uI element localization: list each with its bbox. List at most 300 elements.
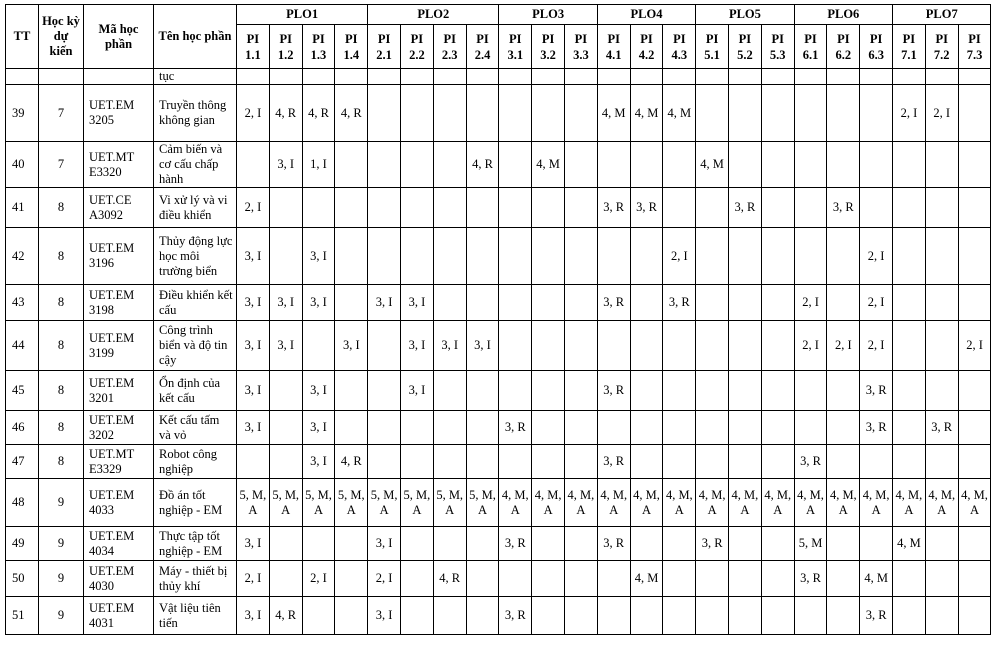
pi-mapping-cell xyxy=(565,561,598,597)
pi-mapping-cell xyxy=(761,228,794,285)
row-number: 39 xyxy=(6,85,39,142)
pi-mapping-cell xyxy=(368,188,401,228)
header-pi: PI 4.2 xyxy=(630,25,663,69)
pi-mapping-cell xyxy=(499,85,532,142)
pi-mapping-cell: 3, I xyxy=(237,321,270,371)
pi-mapping-cell: 2, I xyxy=(925,85,958,142)
table-row xyxy=(6,371,991,411)
pi-mapping-cell xyxy=(827,85,860,142)
table-row xyxy=(6,561,991,597)
pi-mapping-cell xyxy=(925,228,958,285)
pi-mapping-cell: 3, R xyxy=(499,527,532,561)
empty-cell xyxy=(499,69,532,85)
pi-mapping-cell: 4, M, A xyxy=(893,479,926,527)
pi-mapping-cell xyxy=(433,445,466,479)
pi-mapping-cell xyxy=(827,371,860,411)
course-name: Vật liệu tiên tiến xyxy=(154,597,237,635)
pi-mapping-cell xyxy=(597,228,630,285)
pi-mapping-cell: 5, M xyxy=(794,527,827,561)
pi-mapping-cell xyxy=(565,411,598,445)
pi-mapping-cell xyxy=(565,188,598,228)
pi-mapping-cell xyxy=(335,527,368,561)
pi-mapping-cell xyxy=(269,228,302,285)
pi-mapping-cell xyxy=(663,445,696,479)
pi-mapping-cell: 3, I xyxy=(302,228,335,285)
header-plo-1: PLO1 xyxy=(237,5,368,25)
header-pi: PI 2.4 xyxy=(466,25,499,69)
pi-mapping-cell xyxy=(860,142,893,188)
pi-mapping-cell: 4, M, A xyxy=(565,479,598,527)
pi-mapping-cell xyxy=(597,597,630,635)
course-code: UET.EM 4034 xyxy=(84,527,154,561)
table-row xyxy=(6,527,991,561)
pi-mapping-cell xyxy=(565,85,598,142)
pi-mapping-cell: 2, I xyxy=(302,561,335,597)
pi-mapping-cell: 3, I xyxy=(269,142,302,188)
pi-mapping-cell xyxy=(827,411,860,445)
pi-mapping-cell: 4, R xyxy=(433,561,466,597)
course-code: UET.EM 4031 xyxy=(84,597,154,635)
pi-mapping-cell xyxy=(565,142,598,188)
pi-mapping-cell xyxy=(893,321,926,371)
pi-mapping-cell xyxy=(860,527,893,561)
pi-mapping-cell xyxy=(335,285,368,321)
pi-mapping-cell: 3, R xyxy=(794,561,827,597)
pi-mapping-cell xyxy=(761,321,794,371)
course-name: Công trình biển và độ tin cậy xyxy=(154,321,237,371)
pi-mapping-cell xyxy=(696,411,729,445)
pi-mapping-cell xyxy=(565,228,598,285)
pi-mapping-cell: 3, R xyxy=(696,527,729,561)
pi-mapping-cell: 3, I xyxy=(335,321,368,371)
pi-mapping-cell xyxy=(729,85,762,142)
pi-mapping-cell: 4, R xyxy=(302,85,335,142)
table-header xyxy=(6,5,991,69)
pi-mapping-cell xyxy=(794,228,827,285)
pi-mapping-cell xyxy=(893,561,926,597)
table-body xyxy=(6,69,991,635)
empty-cell xyxy=(565,69,598,85)
pi-mapping-cell xyxy=(729,228,762,285)
row-number: 48 xyxy=(6,479,39,527)
pi-mapping-cell xyxy=(302,597,335,635)
pi-mapping-cell xyxy=(696,445,729,479)
pi-mapping-cell: 3, I xyxy=(237,527,270,561)
empty-cell xyxy=(269,69,302,85)
pi-mapping-cell xyxy=(433,597,466,635)
row-number: 41 xyxy=(6,188,39,228)
table-row xyxy=(6,445,991,479)
course-code: UET.EM 3201 xyxy=(84,371,154,411)
pi-mapping-cell xyxy=(729,445,762,479)
pi-mapping-cell: 3, I xyxy=(237,228,270,285)
pi-mapping-cell xyxy=(499,188,532,228)
pi-mapping-cell: 2, I xyxy=(794,285,827,321)
pi-mapping-cell: 3, I xyxy=(269,285,302,321)
pi-mapping-cell xyxy=(893,228,926,285)
pi-mapping-cell: 3, R xyxy=(597,527,630,561)
pi-mapping-cell: 4, M, A xyxy=(729,479,762,527)
pi-mapping-cell xyxy=(269,445,302,479)
header-pi: PI 2.2 xyxy=(401,25,434,69)
row-number: 47 xyxy=(6,445,39,479)
pi-mapping-cell: 4, M, A xyxy=(532,479,565,527)
pi-mapping-cell xyxy=(729,371,762,411)
pi-mapping-cell xyxy=(335,142,368,188)
plo-mapping-table xyxy=(5,4,991,635)
pi-mapping-cell: 4, M xyxy=(663,85,696,142)
pi-mapping-cell xyxy=(401,527,434,561)
pi-mapping-cell: 2, I xyxy=(860,285,893,321)
pi-mapping-cell: 4, M, A xyxy=(827,479,860,527)
empty-cell xyxy=(761,69,794,85)
pi-mapping-cell xyxy=(630,445,663,479)
row-number: 49 xyxy=(6,527,39,561)
pi-mapping-cell xyxy=(335,371,368,411)
pi-mapping-cell xyxy=(663,188,696,228)
pi-mapping-cell xyxy=(466,561,499,597)
pi-mapping-cell xyxy=(860,188,893,228)
pi-mapping-cell xyxy=(368,445,401,479)
pi-mapping-cell xyxy=(630,142,663,188)
pi-mapping-cell xyxy=(696,597,729,635)
pi-mapping-cell: 5, M, A xyxy=(466,479,499,527)
pi-mapping-cell xyxy=(335,228,368,285)
pi-mapping-cell xyxy=(663,411,696,445)
pi-mapping-cell: 3, I xyxy=(368,285,401,321)
pi-mapping-cell: 4, R xyxy=(335,85,368,142)
pi-mapping-cell: 2, I xyxy=(368,561,401,597)
pi-mapping-cell xyxy=(761,527,794,561)
pi-mapping-cell: 4, R xyxy=(466,142,499,188)
empty-cell xyxy=(368,69,401,85)
empty-cell xyxy=(237,69,270,85)
pi-mapping-cell xyxy=(761,188,794,228)
pi-mapping-cell xyxy=(827,445,860,479)
course-code: UET.EM 3205 xyxy=(84,85,154,142)
pi-mapping-cell: 4, M xyxy=(893,527,926,561)
pi-mapping-cell xyxy=(532,321,565,371)
pi-mapping-cell: 3, I xyxy=(401,321,434,371)
pi-mapping-cell xyxy=(269,188,302,228)
header-pi: PI 3.3 xyxy=(565,25,598,69)
pi-mapping-cell: 5, M, A xyxy=(302,479,335,527)
pi-mapping-cell: 4, M xyxy=(532,142,565,188)
empty-cell xyxy=(827,69,860,85)
course-name: Điều khiển kết cấu xyxy=(154,285,237,321)
pi-mapping-cell xyxy=(794,371,827,411)
header-pi: PI 7.1 xyxy=(893,25,926,69)
pi-mapping-cell xyxy=(925,188,958,228)
pi-mapping-cell xyxy=(466,445,499,479)
table-row-continuation xyxy=(6,69,991,85)
pi-mapping-cell xyxy=(729,561,762,597)
pi-mapping-cell xyxy=(532,445,565,479)
pi-mapping-cell xyxy=(237,142,270,188)
pi-mapping-cell: 5, M, A xyxy=(368,479,401,527)
header-plo-6: PLO6 xyxy=(794,5,892,25)
pi-mapping-cell xyxy=(532,85,565,142)
pi-mapping-cell: 3, I xyxy=(237,285,270,321)
pi-mapping-cell xyxy=(565,445,598,479)
pi-mapping-cell: 3, R xyxy=(597,188,630,228)
pi-mapping-cell xyxy=(401,142,434,188)
pi-mapping-cell xyxy=(663,597,696,635)
row-number: 46 xyxy=(6,411,39,445)
header-ten-hoc-phan: Tên học phần xyxy=(154,5,237,69)
empty-cell xyxy=(6,69,39,85)
table-row xyxy=(6,597,991,635)
pi-mapping-cell: 3, R xyxy=(925,411,958,445)
empty-cell xyxy=(630,69,663,85)
pi-mapping-cell xyxy=(466,188,499,228)
pi-mapping-cell xyxy=(663,561,696,597)
pi-mapping-cell xyxy=(269,561,302,597)
pi-mapping-cell xyxy=(958,445,991,479)
pi-mapping-cell: 4, M xyxy=(630,561,663,597)
pi-mapping-cell xyxy=(368,142,401,188)
pi-mapping-cell xyxy=(925,597,958,635)
pi-mapping-cell xyxy=(630,321,663,371)
pi-mapping-cell: 3, R xyxy=(597,445,630,479)
pi-mapping-cell: 3, I xyxy=(368,597,401,635)
course-name: Vi xử lý và vi điều khiển xyxy=(154,188,237,228)
pi-mapping-cell xyxy=(696,285,729,321)
semester: 9 xyxy=(39,561,84,597)
pi-mapping-cell xyxy=(729,142,762,188)
table-row xyxy=(6,411,991,445)
pi-mapping-cell xyxy=(761,371,794,411)
pi-mapping-cell xyxy=(466,371,499,411)
row-number: 43 xyxy=(6,285,39,321)
pi-mapping-cell: 2, I xyxy=(958,321,991,371)
pi-mapping-cell xyxy=(532,597,565,635)
pi-mapping-cell xyxy=(466,85,499,142)
pi-mapping-cell: 3, I xyxy=(401,371,434,411)
table-row xyxy=(6,142,991,188)
pi-mapping-cell xyxy=(729,285,762,321)
header-pi: PI 3.1 xyxy=(499,25,532,69)
pi-mapping-cell: 2, I xyxy=(663,228,696,285)
pi-mapping-cell xyxy=(827,527,860,561)
pi-mapping-cell: 4, M xyxy=(860,561,893,597)
pi-mapping-cell xyxy=(958,597,991,635)
pi-mapping-cell: 3, R xyxy=(794,445,827,479)
pi-mapping-cell xyxy=(958,285,991,321)
course-name-continuation: tục xyxy=(154,69,237,85)
pi-mapping-cell xyxy=(794,142,827,188)
pi-mapping-cell xyxy=(433,411,466,445)
header-hoc-ky: Học kỳ dự kiến xyxy=(39,5,84,69)
pi-mapping-cell xyxy=(958,142,991,188)
pi-mapping-cell xyxy=(827,228,860,285)
header-pi: PI 5.1 xyxy=(696,25,729,69)
pi-mapping-cell: 3, R xyxy=(597,371,630,411)
pi-mapping-cell xyxy=(565,321,598,371)
semester: 8 xyxy=(39,228,84,285)
header-pi: PI 7.2 xyxy=(925,25,958,69)
pi-mapping-cell xyxy=(565,371,598,411)
header-pi: PI 5.2 xyxy=(729,25,762,69)
pi-mapping-cell: 5, M, A xyxy=(433,479,466,527)
pi-mapping-cell xyxy=(269,527,302,561)
pi-mapping-cell: 3, R xyxy=(630,188,663,228)
empty-cell xyxy=(302,69,335,85)
pi-mapping-cell: 3, R xyxy=(860,371,893,411)
empty-cell xyxy=(958,69,991,85)
pi-mapping-cell xyxy=(925,321,958,371)
header-pi: PI 7.3 xyxy=(958,25,991,69)
empty-cell xyxy=(39,69,84,85)
course-code: UET.MT E3329 xyxy=(84,445,154,479)
header-pi: PI 1.4 xyxy=(335,25,368,69)
pi-mapping-cell: 4, M, A xyxy=(499,479,532,527)
course-code: UET.EM 3202 xyxy=(84,411,154,445)
pi-mapping-cell xyxy=(663,142,696,188)
pi-mapping-cell xyxy=(433,85,466,142)
pi-mapping-cell: 4, M, A xyxy=(696,479,729,527)
pi-mapping-cell xyxy=(925,142,958,188)
pi-mapping-cell: 3, R xyxy=(860,411,893,445)
pi-mapping-cell: 3, I xyxy=(401,285,434,321)
pi-mapping-cell xyxy=(663,321,696,371)
header-pi: PI 6.3 xyxy=(860,25,893,69)
pi-mapping-cell xyxy=(302,527,335,561)
pi-mapping-cell xyxy=(893,142,926,188)
pi-mapping-cell: 3, I xyxy=(302,285,335,321)
empty-cell xyxy=(794,69,827,85)
empty-cell xyxy=(433,69,466,85)
pi-mapping-cell xyxy=(893,188,926,228)
pi-mapping-cell xyxy=(532,561,565,597)
semester: 9 xyxy=(39,527,84,561)
empty-cell xyxy=(597,69,630,85)
empty-cell xyxy=(893,69,926,85)
pi-mapping-cell: 4, R xyxy=(269,85,302,142)
pi-mapping-cell xyxy=(925,561,958,597)
header-tt: TT xyxy=(6,5,39,69)
row-number: 51 xyxy=(6,597,39,635)
pi-mapping-cell: 4, M xyxy=(630,85,663,142)
pi-mapping-cell xyxy=(663,371,696,411)
empty-cell xyxy=(466,69,499,85)
header-pi: PI 2.1 xyxy=(368,25,401,69)
course-code: UET.EM 4033 xyxy=(84,479,154,527)
pi-mapping-cell xyxy=(827,285,860,321)
pi-mapping-cell xyxy=(401,228,434,285)
pi-mapping-cell xyxy=(532,527,565,561)
pi-mapping-cell: 4, M, A xyxy=(925,479,958,527)
pi-mapping-cell: 3, I xyxy=(368,527,401,561)
pi-mapping-cell xyxy=(433,527,466,561)
table-row xyxy=(6,321,991,371)
empty-cell xyxy=(401,69,434,85)
pi-mapping-cell xyxy=(696,321,729,371)
course-code: UET.EM 3196 xyxy=(84,228,154,285)
pi-mapping-cell xyxy=(893,597,926,635)
table-row xyxy=(6,285,991,321)
pi-mapping-cell: 4, M, A xyxy=(761,479,794,527)
empty-cell xyxy=(335,69,368,85)
pi-mapping-cell xyxy=(401,561,434,597)
course-name: Ổn định của kết cấu xyxy=(154,371,237,411)
pi-mapping-cell xyxy=(794,411,827,445)
pi-mapping-cell xyxy=(335,188,368,228)
semester: 9 xyxy=(39,597,84,635)
pi-mapping-cell xyxy=(302,188,335,228)
pi-mapping-cell: 3, R xyxy=(499,597,532,635)
pi-mapping-cell: 4, M, A xyxy=(958,479,991,527)
header-pi: PI 4.1 xyxy=(597,25,630,69)
pi-mapping-cell xyxy=(761,85,794,142)
pi-mapping-cell xyxy=(696,228,729,285)
course-name: Truyền thông không gian xyxy=(154,85,237,142)
empty-cell xyxy=(663,69,696,85)
row-number: 44 xyxy=(6,321,39,371)
pi-mapping-cell: 5, M, A xyxy=(335,479,368,527)
semester: 7 xyxy=(39,142,84,188)
header-plo-7: PLO7 xyxy=(893,5,991,25)
header-pi: PI 5.3 xyxy=(761,25,794,69)
course-name: Máy - thiết bị thủy khí xyxy=(154,561,237,597)
pi-mapping-cell: 2, I xyxy=(860,228,893,285)
pi-mapping-cell: 3, I xyxy=(237,411,270,445)
pi-mapping-cell xyxy=(433,228,466,285)
header-pi: PI 1.1 xyxy=(237,25,270,69)
pi-mapping-cell: 2, I xyxy=(860,321,893,371)
pi-mapping-cell xyxy=(466,527,499,561)
pi-mapping-cell xyxy=(925,527,958,561)
pi-mapping-cell xyxy=(368,228,401,285)
pi-mapping-cell xyxy=(565,527,598,561)
pi-mapping-cell: 3, R xyxy=(597,285,630,321)
pi-mapping-cell xyxy=(335,597,368,635)
pi-mapping-cell xyxy=(499,321,532,371)
pi-mapping-cell xyxy=(827,142,860,188)
pi-mapping-cell xyxy=(729,527,762,561)
empty-cell xyxy=(84,69,154,85)
pi-mapping-cell xyxy=(401,411,434,445)
semester: 8 xyxy=(39,285,84,321)
pi-mapping-cell xyxy=(433,188,466,228)
empty-cell xyxy=(925,69,958,85)
pi-mapping-cell: 4, M xyxy=(597,85,630,142)
pi-mapping-cell xyxy=(958,411,991,445)
pi-mapping-cell xyxy=(401,85,434,142)
table-row xyxy=(6,188,991,228)
pi-mapping-cell xyxy=(630,228,663,285)
header-plo-2: PLO2 xyxy=(368,5,499,25)
pi-mapping-cell: 3, R xyxy=(729,188,762,228)
pi-mapping-cell xyxy=(466,228,499,285)
pi-mapping-cell: 3, I xyxy=(466,321,499,371)
pi-mapping-cell xyxy=(925,371,958,411)
row-number: 40 xyxy=(6,142,39,188)
pi-mapping-cell xyxy=(368,321,401,371)
semester: 8 xyxy=(39,188,84,228)
pi-mapping-cell xyxy=(597,561,630,597)
pi-mapping-cell xyxy=(729,597,762,635)
pi-mapping-cell xyxy=(499,228,532,285)
pi-mapping-cell xyxy=(335,561,368,597)
pi-mapping-cell xyxy=(893,445,926,479)
header-pi: PI 1.3 xyxy=(302,25,335,69)
pi-mapping-cell xyxy=(794,188,827,228)
semester: 9 xyxy=(39,479,84,527)
pi-mapping-cell xyxy=(761,445,794,479)
pi-mapping-cell xyxy=(794,597,827,635)
pi-mapping-cell: 5, M, A xyxy=(401,479,434,527)
